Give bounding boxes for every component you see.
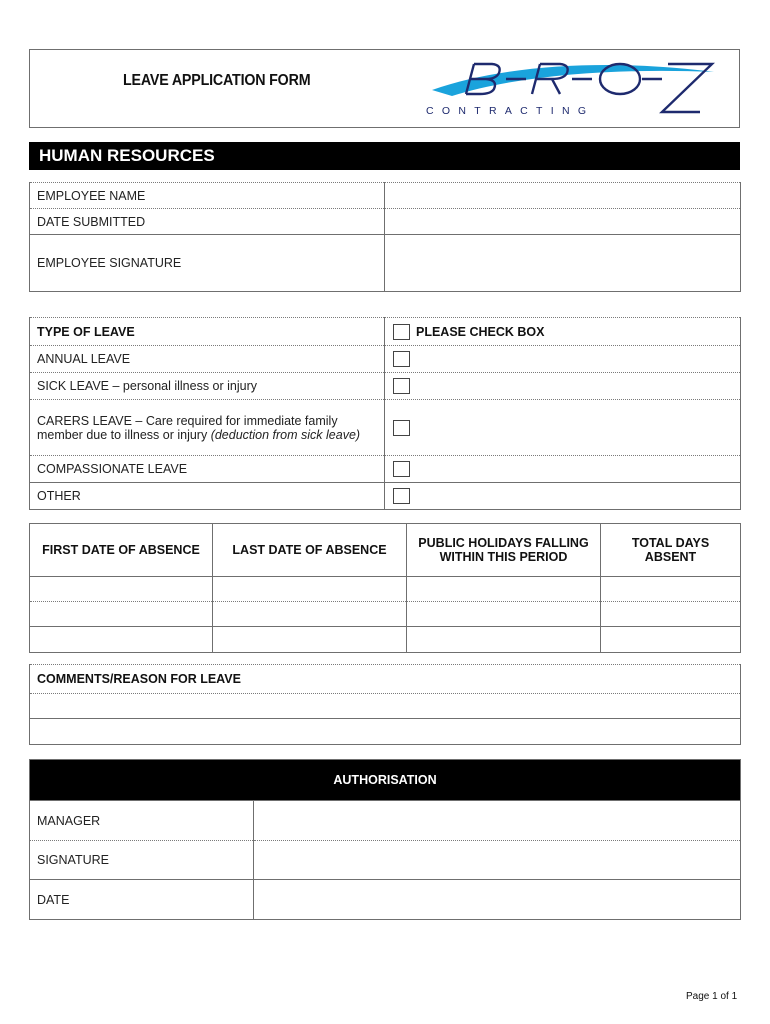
page-number: Page 1 of 1 — [686, 991, 738, 1002]
broz-logo — [422, 56, 722, 122]
total-days-header — [601, 524, 741, 577]
total-days-header-line1: TOTAL DAYS — [631, 536, 710, 550]
manager-signature-field[interactable] — [254, 841, 741, 880]
first-date-header: FIRST DATE OF ABSENCE — [30, 524, 213, 577]
check-header-label: PLEASE CHECK BOX — [416, 324, 545, 339]
total-days-cell[interactable] — [601, 577, 741, 602]
last-date-header: LAST DATE OF ABSENCE — [213, 524, 407, 577]
employee-name-field[interactable] — [385, 183, 741, 209]
first-date-cell[interactable] — [30, 627, 213, 653]
total-days-cell[interactable] — [601, 627, 741, 653]
leave-type-table — [29, 317, 741, 510]
sick-leave-checkbox[interactable] — [393, 378, 410, 394]
absence-row — [30, 602, 741, 627]
carers-leave-checkbox[interactable] — [393, 420, 410, 436]
authorisation-date-field[interactable] — [254, 880, 741, 920]
section-title-bar: HUMAN RESOURCES — [29, 142, 740, 170]
authorisation-title: AUTHORISATION — [30, 760, 741, 801]
date-submitted-label: DATE SUBMITTED — [30, 209, 385, 235]
check-header-cell — [385, 318, 741, 346]
type-of-leave-header: TYPE OF LEAVE — [30, 318, 385, 346]
sick-leave-label: SICK LEAVE – personal illness or injury — [30, 373, 385, 400]
date-submitted-field[interactable] — [385, 209, 741, 235]
other-leave-label: OTHER — [30, 483, 385, 510]
carers-leave-label — [30, 400, 385, 456]
last-date-cell[interactable] — [213, 627, 407, 653]
header-checkbox-icon — [393, 324, 410, 340]
last-date-cell[interactable] — [213, 602, 407, 627]
annual-leave-checkbox[interactable] — [393, 351, 410, 367]
total-days-header-line2: ABSENT — [644, 550, 697, 564]
public-holidays-cell[interactable] — [407, 627, 601, 653]
carers-leave-note: (deduction from sick leave) — [210, 427, 361, 442]
employee-details-table — [29, 182, 741, 292]
absence-row — [30, 577, 741, 602]
employee-signature-label: EMPLOYEE SIGNATURE — [30, 235, 385, 292]
employee-name-label: EMPLOYEE NAME — [30, 183, 385, 209]
public-holidays-header — [407, 524, 601, 577]
public-holidays-header-line1: PUBLIC HOLIDAYS FALLING — [418, 536, 589, 550]
form-header — [29, 49, 740, 128]
compassionate-leave-label: COMPASSIONATE LEAVE — [30, 456, 385, 483]
manager-label: MANAGER — [30, 801, 254, 841]
first-date-cell[interactable] — [30, 602, 213, 627]
public-holidays-cell[interactable] — [407, 577, 601, 602]
comments-line[interactable] — [30, 719, 741, 745]
logo-tagline: CONTRACTING — [426, 105, 595, 117]
date-label: DATE — [30, 880, 254, 920]
signature-label: SIGNATURE — [30, 841, 254, 880]
last-date-cell[interactable] — [213, 577, 407, 602]
compassionate-leave-checkbox[interactable] — [393, 461, 410, 477]
carers-leave-line2: member due to illness or injury — [37, 427, 211, 442]
comments-label: COMMENTS/REASON FOR LEAVE — [30, 665, 741, 694]
public-holidays-cell[interactable] — [407, 602, 601, 627]
annual-leave-label: ANNUAL LEAVE — [30, 346, 385, 373]
absence-row — [30, 627, 741, 653]
public-holidays-header-line2: WITHIN THIS PERIOD — [439, 550, 568, 564]
authorisation-table — [29, 759, 741, 920]
absence-table — [29, 523, 741, 653]
logo-swoosh — [432, 65, 714, 96]
other-leave-checkbox[interactable] — [393, 488, 410, 504]
employee-signature-field[interactable] — [385, 235, 741, 292]
form-title: LEAVE APPLICATION FORM — [123, 72, 311, 89]
first-date-cell[interactable] — [30, 577, 213, 602]
comments-table — [29, 664, 741, 745]
manager-field[interactable] — [254, 801, 741, 841]
total-days-cell[interactable] — [601, 602, 741, 627]
comments-line[interactable] — [30, 694, 741, 719]
carers-leave-line1: CARERS LEAVE – Care required for immediate family — [37, 413, 338, 428]
